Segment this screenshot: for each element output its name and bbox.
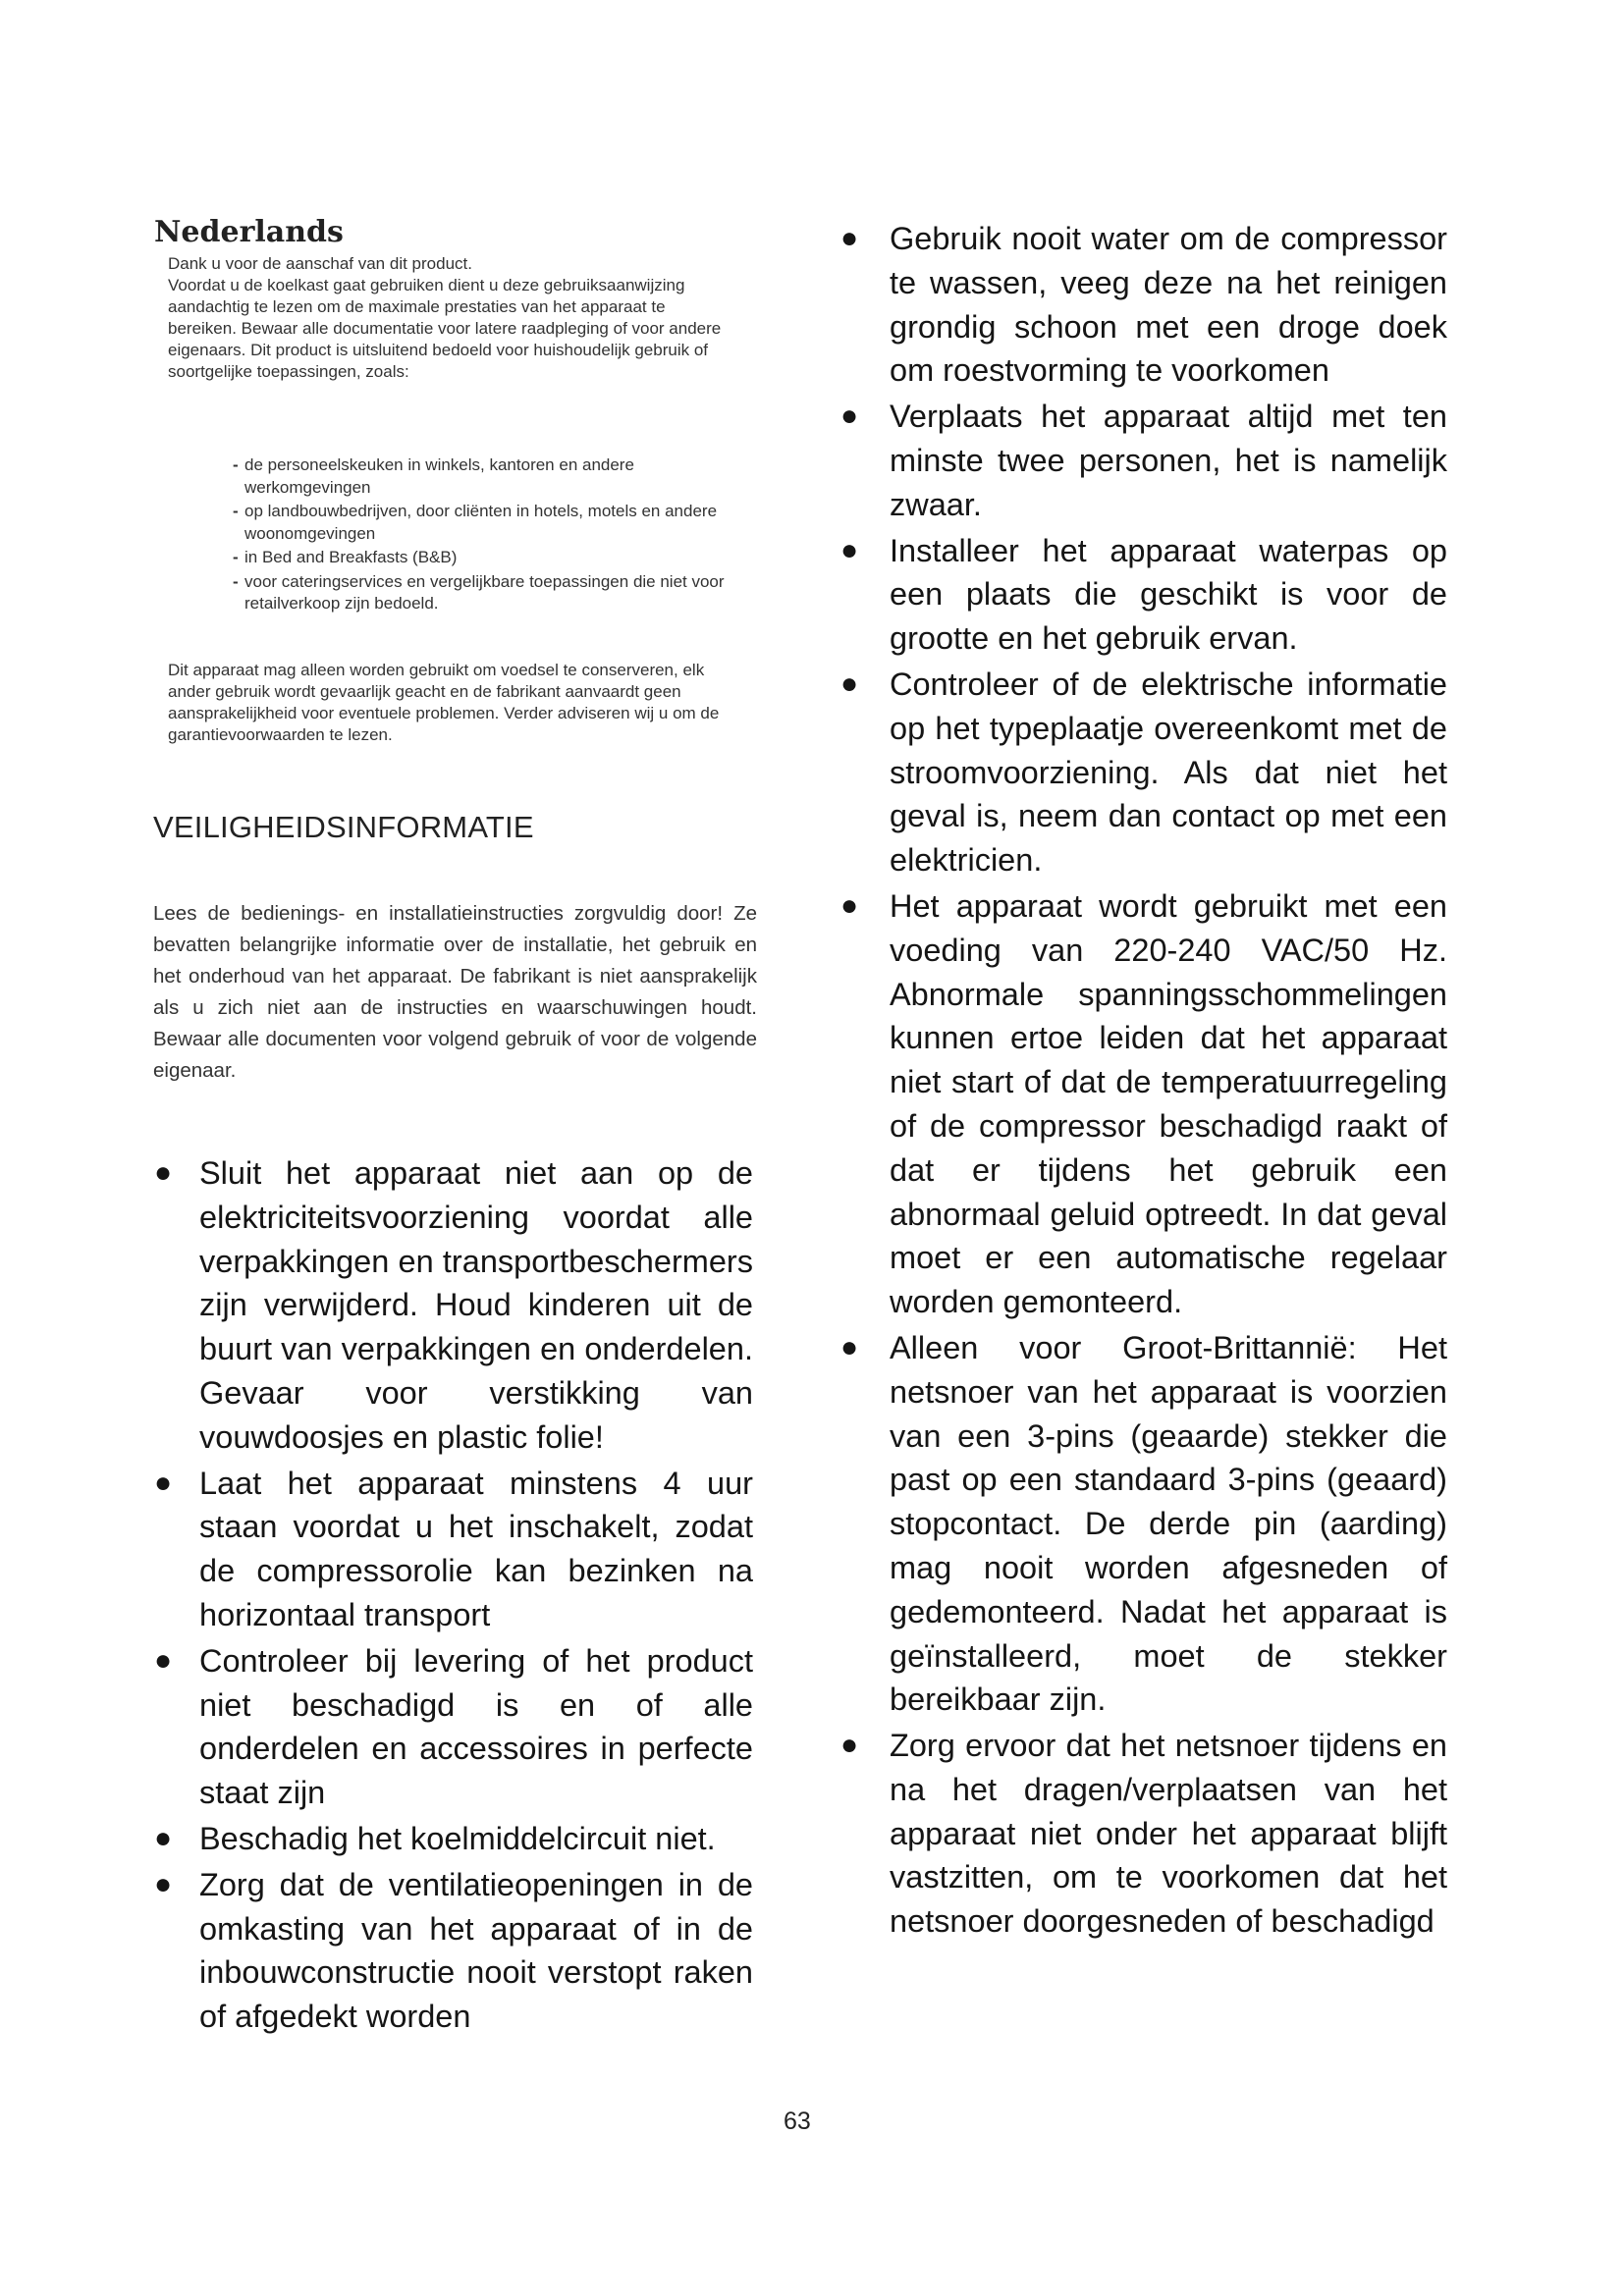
bullet-icon: ● — [840, 1729, 859, 1762]
bullet-icon: ● — [840, 667, 859, 700]
bullet-icon: ● — [154, 1643, 173, 1677]
bullet-icon: ● — [840, 888, 859, 922]
safety-item — [840, 529, 1447, 661]
safety-list-right — [840, 217, 1447, 1946]
safety-item — [840, 217, 1447, 393]
usage-item: - in Bed and Breakfasts (B&B) — [233, 547, 753, 569]
bullet-icon: ● — [154, 1867, 173, 1900]
disclaimer-text: Dit apparaat mag alleen worden gebruikt om voedsel te conserveren, elk ander gebruik wordt gevaarlijk geacht en de fabrikant aanvaardt geen aansprakelijkheid voor eventuele problemen. Verder adviseren wij u om de garantievoorwaarden te lezen. — [168, 661, 720, 744]
safety-item — [840, 663, 1447, 882]
safety-item-text: Controleer of de elektrische informatie op het typeplaatje overeenkomt met de stroomvoorziening. Als dat niet het geval is, neem dan contact op met een elektricien. — [890, 666, 1447, 879]
section-title: VEILIGHEIDSINFORMATIE — [153, 810, 534, 844]
safety-item-text: Verplaats het apparaat altijd met ten minste twee personen, het is namelijk zwaar. — [890, 399, 1447, 522]
safety-item-text: Controleer bij levering of het product niet beschadigd is en of alle onderdelen en accessoires in perfecte staat zijn — [199, 1642, 753, 1811]
safety-item — [154, 1462, 753, 1637]
bullet-icon: ● — [840, 533, 859, 566]
safety-item-text: Alleen voor Groot-Brittannië: Het netsnoer van het apparaat is voorzien van een 3-pins (geaarde) stekker die past op een standaard 3-pins (geaard) stopcontact. De derde pin (aarding) mag nooit worden afgesneden of gedemonteerd. Nadat het apparaat is geïnstalleerd, moet de stekker bereikbaar zijn. — [890, 1329, 1447, 1718]
safety-item — [154, 1151, 753, 1460]
safety-item — [840, 1724, 1447, 1944]
usage-item: - op landbouwbedrijven, door cliënten in hotels, motels en andere woonomgevingen — [233, 501, 753, 545]
safety-item — [154, 1639, 753, 1815]
safety-item — [840, 884, 1447, 1324]
page-number: 63 — [784, 2108, 811, 2135]
safety-item-text: Het apparaat wordt gebruikt met een voeding van 220-240 VAC/50 Hz. Abnormale spanningsschommelingen kunnen ertoe leiden dat het apparaat niet start of dat de temperatuurregeling of de compressor beschadigd raakt of dat er tijdens het gebruik een abnormaal geluid optreedt. In dat geval moet er een automatische regelaar worden gemonteerd. — [890, 887, 1447, 1320]
safety-item-text: Zorg ervoor dat het netsnoer tijdens en na het dragen/verplaatsen van het apparaat niet onder het apparaat blijft vastzitten, om te voorkomen dat het netsnoer doorgesneden of beschadigd — [890, 1728, 1447, 1940]
safety-intro: Lees de bedienings- en installatieinstructies zorgvuldig door! Ze bevatten belangrijke informatie over de installatie, het gebruik en het onderhoud van het apparaat. De fabrikant is niet aansprakelijk als u zich niet aan de instructies en waarschuwingen houdt. Bewaar alle documenten voor volgend gebruik of voor de volgende eigenaar. — [153, 902, 757, 1082]
usage-item: - voor cateringservices en vergelijkbare toepassingen die niet voor retailverkoop zijn bedoeld. — [233, 571, 753, 615]
intro-text — [168, 253, 737, 383]
safety-item — [840, 1326, 1447, 1722]
bullet-icon: ● — [154, 1466, 173, 1499]
safety-item-text: Zorg dat de ventilatieopeningen in de omkasting van het apparaat of in de inbouwconstructie nooit verstopt raken of afgedekt worden — [199, 1866, 753, 2035]
intro-thanks: Dank u voor de aanschaf van dit product. — [168, 254, 472, 273]
safety-item — [840, 395, 1447, 526]
safety-item — [154, 1863, 753, 2039]
page-heading: Nederlands — [154, 215, 344, 249]
safety-item-text: Beschadig het koelmiddelcircuit niet. — [199, 1820, 716, 1856]
safety-item-text: Gebruik nooit water om de compressor te wassen, veeg deze na het reinigen grondig schoon met een droge doek om roestvorming te voorkomen — [890, 221, 1447, 389]
usage-item: - de personeelskeuken in winkels, kantoren en andere werkomgevingen — [233, 454, 753, 499]
bullet-icon: ● — [154, 1156, 173, 1189]
bullet-icon: ● — [840, 222, 859, 254]
intro-instructions: Voordat u de koelkast gaat gebruiken dient u deze gebruiksaanwijzing aandachtig te lezen om de maximale prestaties van het apparaat te bereiken. Bewaar alle documentatie voor latere raadpleging of voor andere eigenaars. Dit product is uitsluitend bedoeld voor huishoudelijk gebruik of soortgelijke toepassingen, zoals: — [168, 276, 722, 381]
usage-list — [233, 454, 753, 617]
safety-item-text: Installeer het apparaat waterpas op een plaats die geschikt is voor de grootte en het gebruik ervan. — [890, 532, 1447, 657]
safety-item-text: Laat het apparaat minstens 4 uur staan voordat u het inschakelt, zodat de compressorolie kan bezinken na horizontaal transport — [199, 1465, 753, 1632]
bullet-icon: ● — [154, 1821, 173, 1854]
bullet-icon: ● — [840, 1330, 859, 1363]
safety-list-left — [154, 1151, 753, 2041]
safety-item — [154, 1817, 753, 1861]
safety-item-text: Sluit het apparaat niet aan op de elektriciteitsvoorziening voordat alle verpakkingen en transportbeschermers zijn verwijderd. Houd kinderen uit de buurt van verpakkingen en onderdelen. Gevaar voor verstikking van vouwdoosjes en plastic folie! — [199, 1155, 753, 1455]
bullet-icon: ● — [840, 400, 859, 433]
